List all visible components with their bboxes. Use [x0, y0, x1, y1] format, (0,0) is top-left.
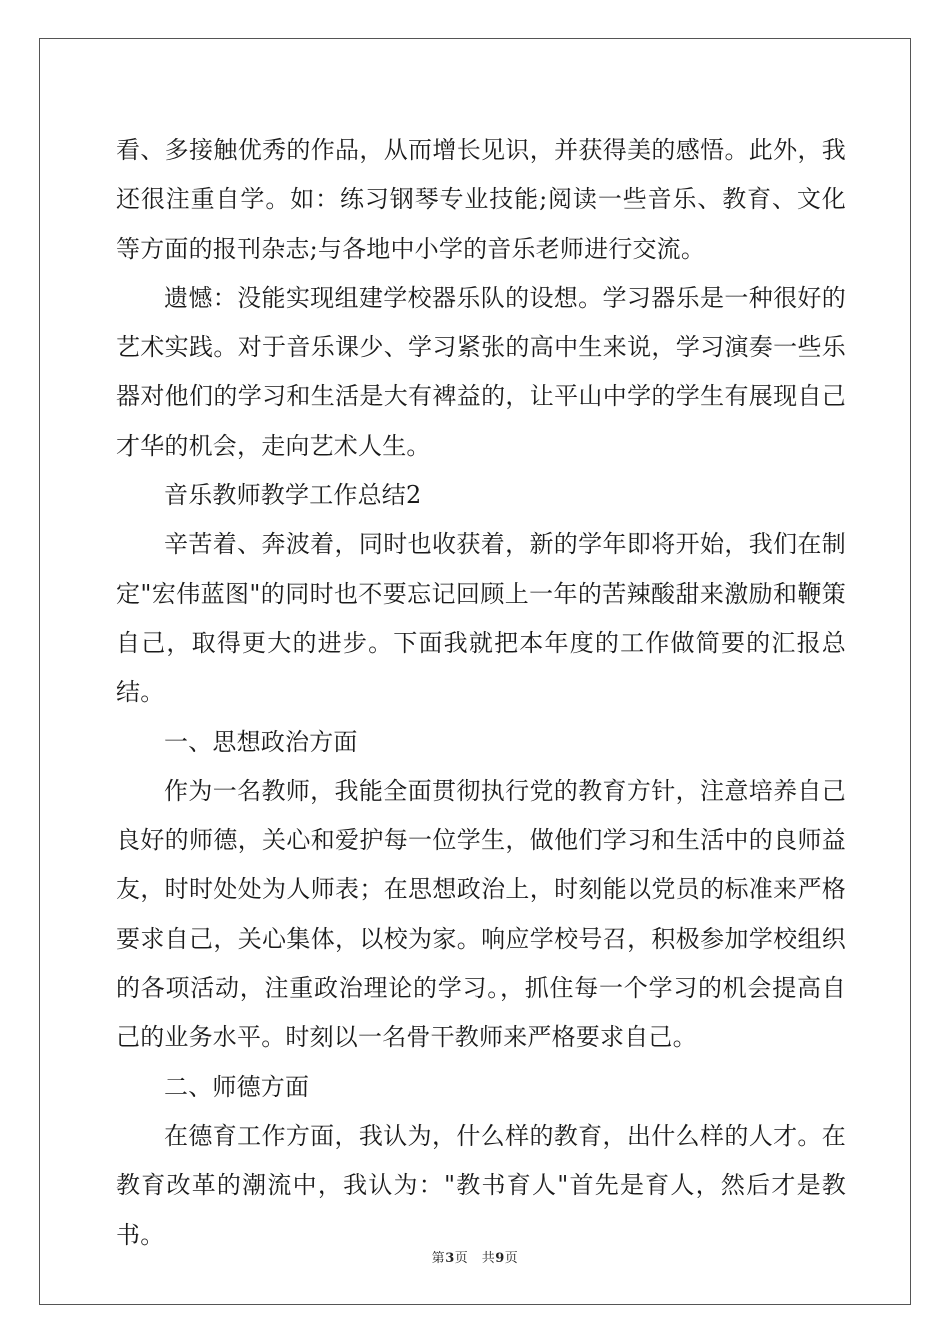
page-footer	[0, 1247, 950, 1266]
paragraph-regret: 遗憾：没能实现组建学校器乐队的设想。学习器乐是一种很好的艺术实践。对于音乐课少、学习紧张的高中生来说，学习演奏一些乐器对他们的学习和生活是大有裨益的，让平山中学的学生有展现自己才华的机会，走向艺术人生。	[116, 283, 846, 460]
page-mid: 页 共	[454, 1251, 496, 1266]
page-current: 3	[445, 1251, 455, 1266]
document-body	[116, 126, 846, 1260]
paragraph-political: 作为一名教师，我能全面贯彻执行党的教育方针，注意培养自己良好的师德，关心和爱护每一位学生，做他们学习和生活中的良师益友，时时处处为人师表；在思想政治上，时刻能以党员的标准来严格要求自己，关心集体，以校为家。响应学校号召，积极参加学校组织的各项活动，注重政治理论的学习。，抓住每一个学习的机会提高自己的业务水平。时刻以一名骨干教师来严格要求自己。	[116, 776, 846, 1052]
paragraph-ethics: 在德育工作方面，我认为，什么样的教育，出什么样的人才。在教育改革的潮流中，我认为："教书育人"首先是育人，然后才是教书。	[116, 1121, 846, 1249]
heading-political: 一、思想政治方面	[164, 727, 358, 756]
page-total: 9	[495, 1251, 505, 1266]
page-prefix: 第	[431, 1251, 446, 1266]
paragraph-intro: 辛苦着、奔波着，同时也收获着，新的学年即将开始，我们在制定"宏伟蓝图"的同时也不要忘记回顾上一年的苦辣酸甜来激励和鞭策自己，取得更大的进步。下面我就把本年度的工作做简要的汇报总结。	[116, 530, 846, 707]
section-title: 音乐教师教学工作总结2	[164, 481, 422, 510]
heading-ethics: 二、师德方面	[164, 1072, 310, 1101]
page-suffix: 页	[504, 1251, 519, 1266]
paragraph-continuation: 看、多接触优秀的作品，从而增长见识，并获得美的感悟。此外，我还很注重自学。如：练习钢琴专业技能;阅读一些音乐、教育、文化等方面的报刊杂志;与各地中小学的音乐老师进行交流。	[116, 136, 846, 263]
